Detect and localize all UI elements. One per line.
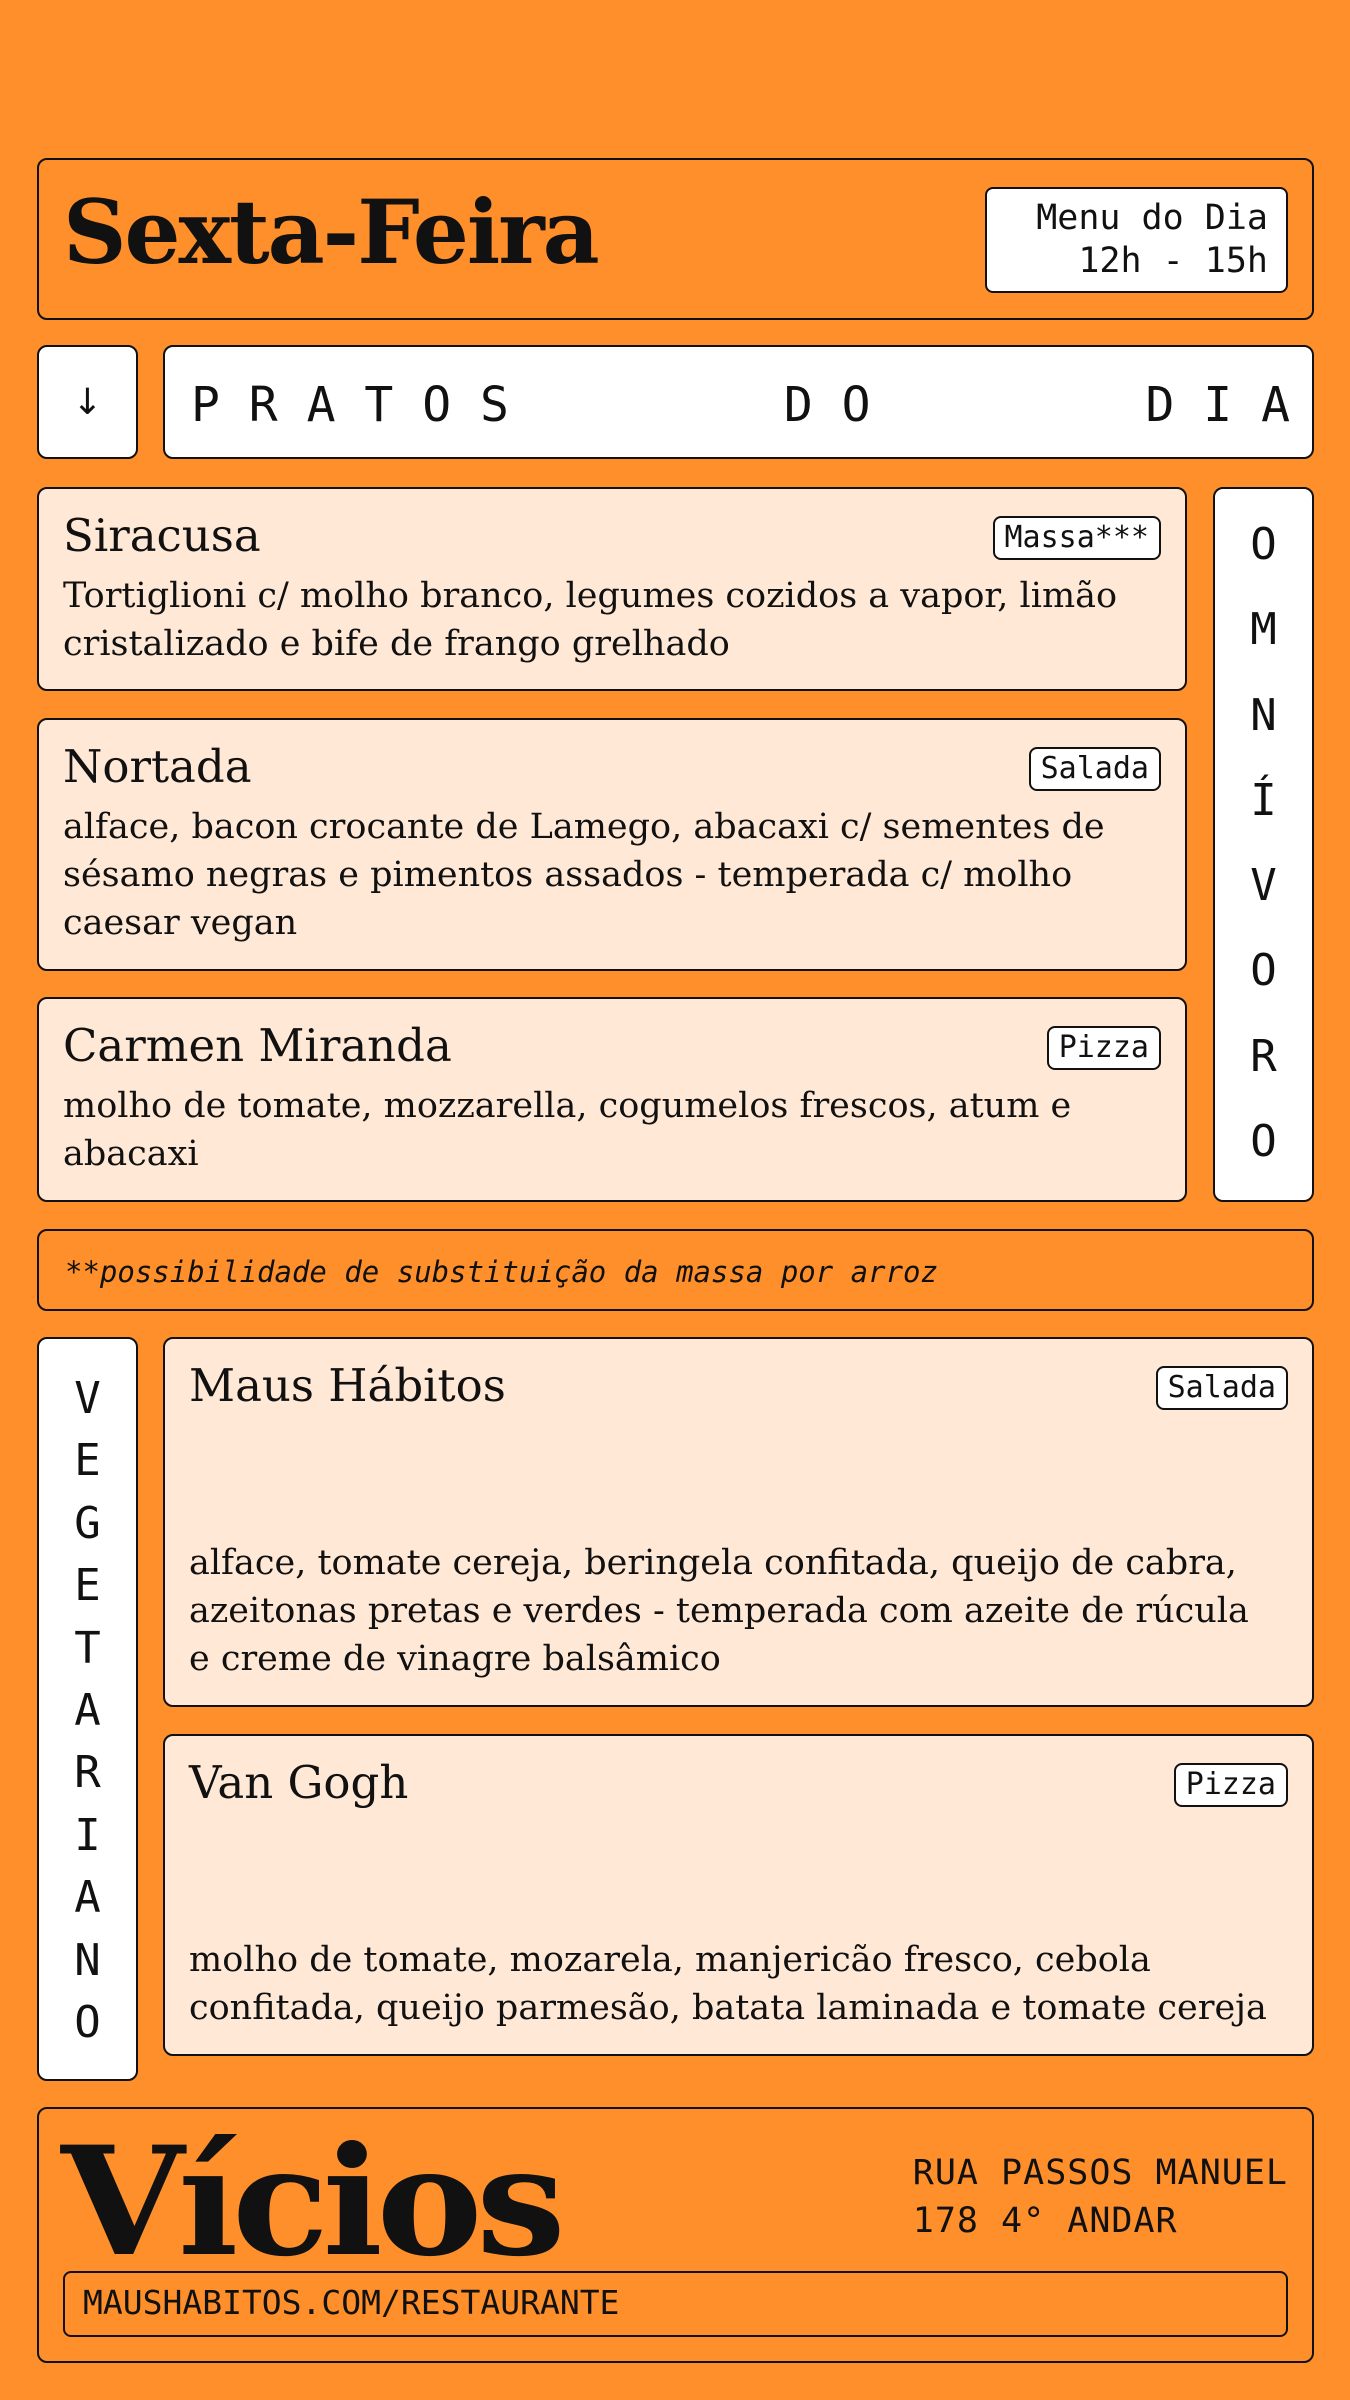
category-letter: M: [1250, 604, 1277, 656]
category-letter: R: [1250, 1030, 1277, 1082]
section-header: [163, 345, 1314, 459]
category-letter: V: [1250, 860, 1277, 912]
dish-name: Nortada: [63, 740, 252, 793]
desc-line: molho de tomate, mozzarella, cogumelos frescos, atum e: [63, 1086, 1072, 1126]
category-letter: N: [74, 1934, 101, 1986]
category-letter: V: [74, 1373, 101, 1424]
category-letter: Í: [1250, 774, 1277, 826]
dish-description: [189, 1539, 1288, 1683]
category-letter: O: [1250, 519, 1277, 570]
dish-description: [63, 1082, 1161, 1178]
category-label-omnivoro: [1213, 487, 1314, 1202]
category-letter: E: [74, 1560, 101, 1612]
category-letter: A: [74, 1684, 101, 1736]
note-text: **possibilidade de substituição da massa por arroz: [65, 1255, 938, 1289]
desc-line: molho de tomate, mozarela, manjericão fresco, cebola: [189, 1940, 1151, 1980]
dish-name: Van Gogh: [189, 1756, 409, 1809]
category-letter: R: [74, 1747, 101, 1799]
category-letter: O: [1250, 1115, 1277, 1167]
note-box: [37, 1229, 1314, 1311]
address-line: RUA PASSOS MANUEL: [912, 2153, 1288, 2193]
desc-line: alface, bacon crocante de Lamego, abacaxi c/ sementes de: [63, 807, 1105, 847]
dish-tag: Salada: [1029, 747, 1161, 791]
desc-line: abacaxi: [63, 1134, 199, 1174]
dish-name: Maus Hábitos: [189, 1359, 506, 1412]
menu-hours: 12h - 15h: [1078, 241, 1268, 281]
category-letter: O: [74, 1996, 101, 2048]
dish-card-siracusa: [37, 487, 1187, 691]
dish-description: [63, 572, 1161, 668]
desc-line: azeitonas pretas e verdes - temperada com azeite de rúcula: [189, 1591, 1249, 1631]
dish-description: [63, 803, 1161, 947]
category-label-vegetariano: [37, 1337, 138, 2081]
brand-logo: Vícios: [61, 2114, 560, 2290]
page-title: Sexta-Feira: [63, 180, 598, 284]
dish-tag: Pizza: [1174, 1763, 1288, 1807]
dish-card-nortada: [37, 718, 1187, 971]
dish-card-van-gogh: [163, 1734, 1314, 2056]
dish-card-carmen-miranda: [37, 997, 1187, 1202]
desc-line: cristalizado e bife de frango grelhado: [63, 624, 730, 664]
section-word-pratos: P R A T O S: [191, 377, 509, 433]
category-letter: E: [74, 1435, 101, 1487]
desc-line: alface, tomate cereja, beringela confitada, queijo de cabra,: [189, 1543, 1237, 1583]
dish-description: [189, 1936, 1288, 2032]
dish-tag: Salada: [1156, 1366, 1288, 1410]
desc-line: confitada, queijo parmesão, batata laminada e tomate cereja: [189, 1988, 1267, 2028]
website-link[interactable]: MAUSHABITOS.COM/RESTAURANTE: [63, 2271, 1288, 2337]
dish-tag: Massa***: [993, 516, 1162, 560]
dish-name: Siracusa: [63, 509, 261, 562]
category-letter: A: [74, 1872, 101, 1924]
desc-line: e creme de vinagre balsâmico: [189, 1639, 721, 1679]
address: [913, 2149, 1288, 2245]
dish-tag: Pizza: [1047, 1026, 1161, 1070]
category-letter: G: [74, 1497, 101, 1549]
address-line: 178 4° ANDAR: [912, 2201, 1178, 2241]
section-title: [191, 377, 1290, 433]
section-word-do: D O: [783, 377, 871, 433]
dish-name: Carmen Miranda: [63, 1019, 452, 1072]
arrow-down-icon: ↓: [37, 345, 138, 459]
desc-line: sésamo negras e pimentos assados - temperada c/ molho: [63, 855, 1073, 895]
category-letter: T: [74, 1622, 101, 1674]
header: [37, 158, 1314, 320]
menu-label: Menu do Dia: [1036, 198, 1268, 238]
category-letter: I: [74, 1809, 101, 1861]
footer: [37, 2107, 1314, 2363]
dish-card-maus-habitos: [163, 1337, 1314, 1707]
menu-badge: [985, 187, 1288, 293]
desc-line: Tortiglioni c/ molho branco, legumes cozidos a vapor, limão: [63, 576, 1118, 616]
category-letter: N: [1250, 689, 1277, 741]
section-word-dia: D I A: [1145, 377, 1290, 433]
desc-line: caesar vegan: [63, 903, 298, 943]
category-letter: O: [1250, 945, 1277, 997]
